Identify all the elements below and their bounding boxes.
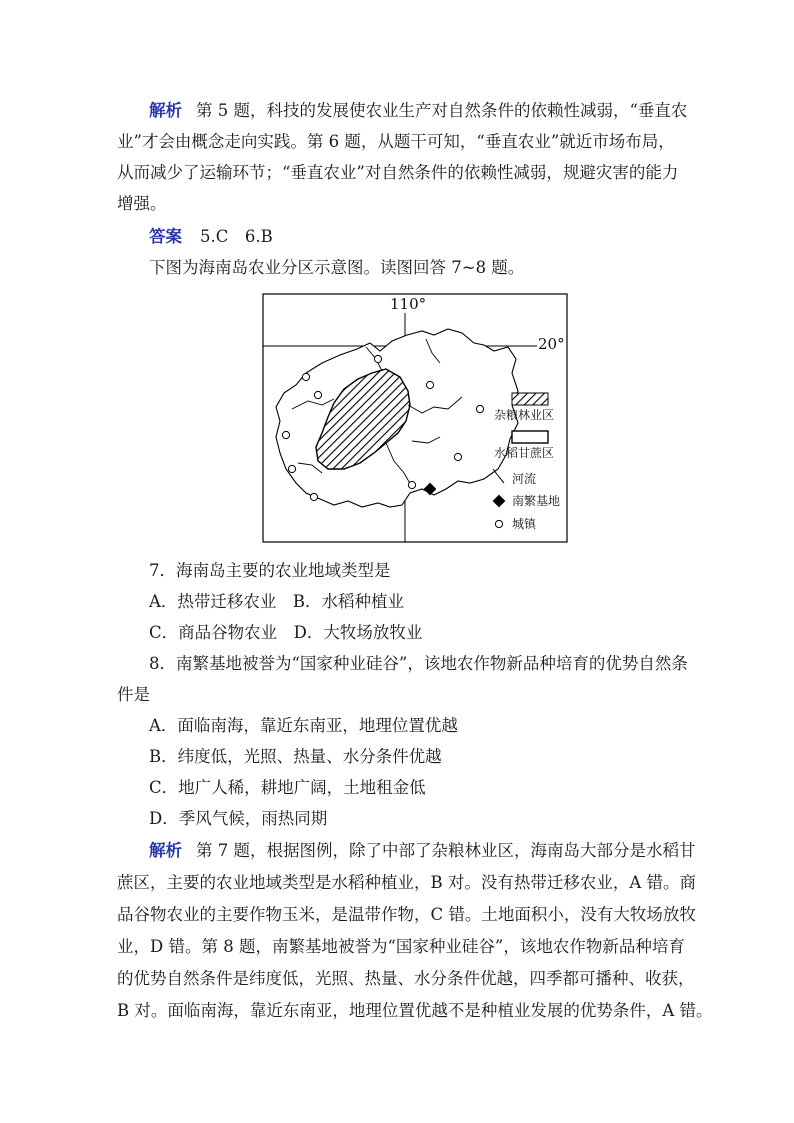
answer-line [149,226,273,248]
analysis-2-text-1: 第 7 题，根据图例，除了中部了杂粮林业区，海南岛大部分是水稻甘 [196,841,696,860]
question-8-stem-1: 8．南繁基地被誉为“国家种业硅谷”，该地农作物新品种培育的优势自然条 [149,654,688,673]
answer-label: 答案 [149,227,182,246]
analysis-1-line-2: 业”才会由概念走向实践。第 6 题，从题干可知，“垂直农业”就近市场布局， [117,132,675,151]
question-8-option-a: A．面临南海，靠近东南亚，地理位置优越 [149,716,458,735]
analysis-1-line-4: 增强。 [117,194,167,213]
legend-town-icon [495,520,502,527]
question-7-stem: 7．海南岛主要的农业地域类型是 [149,561,391,580]
question-8-option-d: D．季风气候，雨热同期 [149,809,328,828]
town-marker [374,355,381,362]
legend-rice-label: 水稻甘蔗区 [494,446,555,460]
analysis-1-line-3: 从而减少了运输环节；“垂直农业”对自然条件的依赖性减弱，规避灾害的能力 [117,163,679,182]
town-marker [426,381,433,388]
town-marker [454,453,461,460]
town-marker [282,431,289,438]
analysis-2-line-6: B 对。面临南海，靠近东南亚，地理位置优越不是种植业发展的优势条件，A 错。 [117,1001,713,1020]
legend-nanfan-label: 南繁基地 [512,494,561,508]
analysis-2-line-1 [149,840,696,862]
legend-grain-swatch [512,393,548,405]
analysis-2-line-4: 业，D 错。第 8 题，南繁基地被誉为“国家种业硅谷”，该地农作物新品种培育 [117,937,685,956]
map-intro: 下图为海南岛农业分区示意图。读图回答 7~8 题。 [149,258,525,277]
question-8-option-c: C．地广人稀，耕地广阔，土地租金低 [149,778,426,797]
analysis-2-line-5: 的优势自然条件是纬度低，光照、热量、水分条件优越，四季都可播种、收获， [117,969,695,988]
analysis-2-line-2: 蔗区，主要的农业地域类型是水稻种植业，B 对。没有热带迁移农业，A 错。商 [117,873,697,892]
question-8-option-b: B．纬度低，光照、热量、水分条件优越 [149,747,442,766]
question-7-options-ab: A．热带迁移农业 B．水稻种植业 [149,592,405,611]
analysis-label: 解析 [149,841,182,860]
legend-river-label: 河流 [512,472,537,486]
analysis-2-line-3: 品谷物农业的主要作物玉米，是温带作物，C 错。土地面积小，没有大牧场放牧 [117,905,696,924]
analysis-1-line-1 [149,100,687,122]
legend-rice-swatch [512,431,548,443]
legend-town-label: 城镇 [512,517,537,531]
longitude-label: 110° [390,295,427,313]
answer-values: 5.C 6.B [200,227,273,246]
town-marker [310,493,317,500]
analysis-label: 解析 [149,101,182,120]
hainan-agriculture-map [262,293,568,543]
question-7-options-cd: C．商品谷物农业 D．大牧场放牧业 [149,623,423,642]
town-marker [408,481,415,488]
latitude-label: 20° [538,335,565,353]
town-marker [476,405,483,412]
analysis-1-text-1: 第 5 题，科技的发展使农业生产对自然条件的依赖性减弱，“垂直农 [196,101,688,120]
town-marker [314,391,321,398]
question-8-stem-2: 件是 [117,685,150,704]
town-marker [288,465,295,472]
town-marker [302,373,309,380]
legend-grain-label: 杂粮林业区 [494,408,555,422]
